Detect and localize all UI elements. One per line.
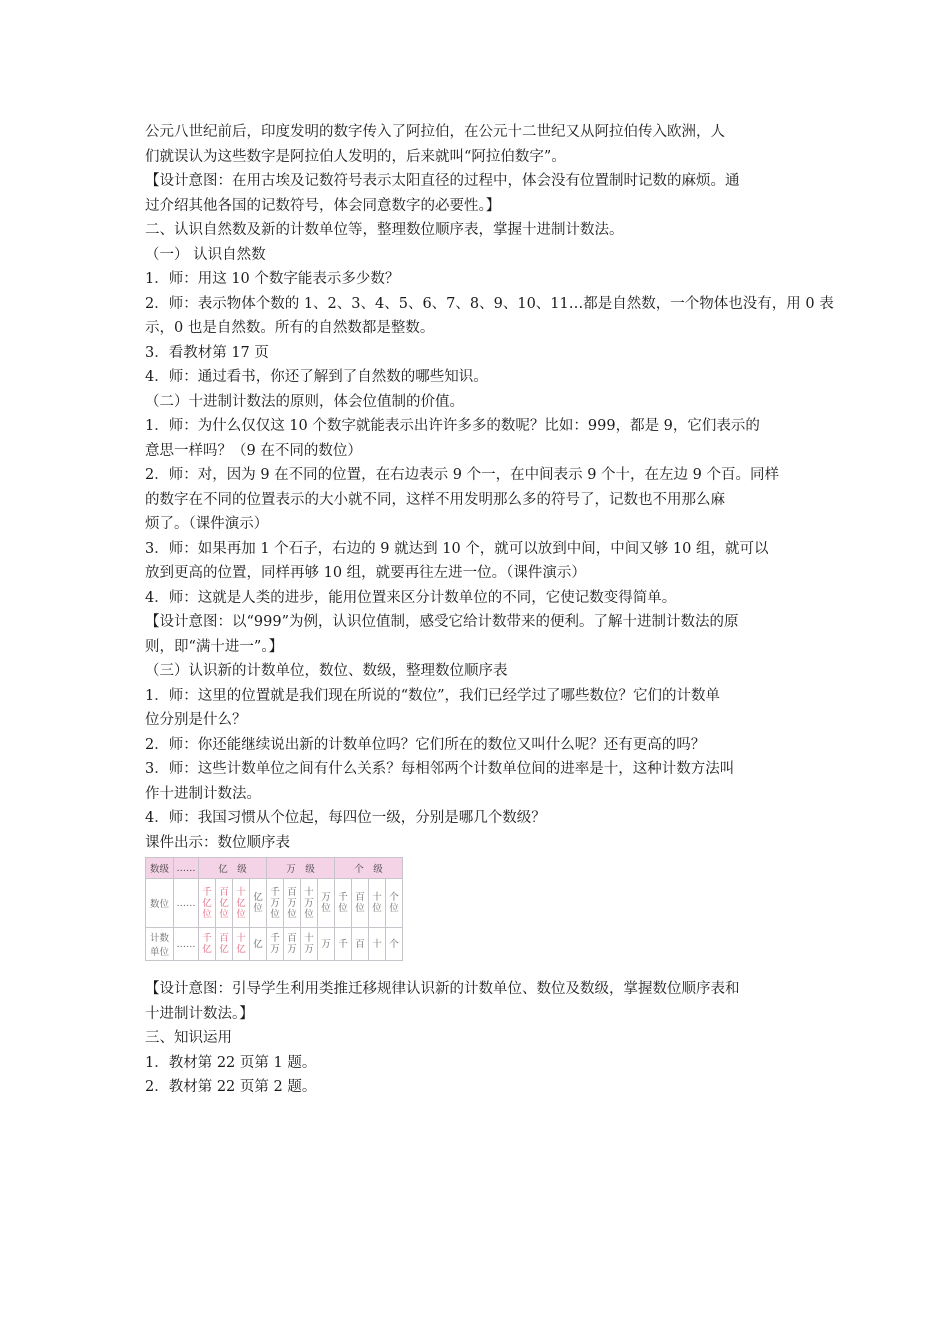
- unit-text: 百 万: [287, 933, 297, 955]
- text-line: 4．师：这就是人类的进步，能用位置来区分计数单位的不同，它使记数变得简单。: [145, 589, 677, 606]
- level-label: 数级: [146, 858, 174, 879]
- text-line: 3．师：如果再加 1 个石子，右边的 9 就达到 10 个，就可以放到中间，中间又够 10 组，就可以: [145, 540, 769, 557]
- place-text: 个 位: [389, 892, 399, 914]
- text-line: （一） 认识自然数: [145, 246, 266, 263]
- text-line: 【设计意图：在用古埃及记数符号表示太阳直径的过程中，体会没有位置制时记数的麻烦。通: [145, 173, 740, 189]
- place-cell: [233, 879, 250, 928]
- place-cell: [301, 879, 318, 928]
- text-line: 1．师：用这 10 个数字能表示多少数？: [145, 271, 400, 287]
- unit-text: 亿: [253, 938, 263, 950]
- unit-cell: [233, 928, 250, 961]
- text-line: 示，0 也是自然数。所有的自然数都是整数。: [145, 320, 435, 336]
- unit-label-line-1: 计数: [149, 933, 169, 944]
- level-wan: 万 级: [267, 858, 335, 879]
- text-line: 们就误认为这些数字是阿拉伯人发明的，后来就叫“阿拉伯数字”。: [145, 148, 566, 165]
- text-line: 2．师：你还能继续说出新的计数单位吗？它们所在的数位又叫什么呢？还有更高的吗？: [145, 736, 706, 753]
- text-line: 作十进制计数法。: [145, 785, 261, 802]
- unit-text: 十: [372, 938, 382, 950]
- place-text: 千 位: [338, 892, 348, 914]
- place-cell: [369, 879, 386, 928]
- unit-cell: [250, 928, 267, 961]
- unit-text: 千 万: [270, 933, 280, 955]
- text-line: 课件出示：数位顺序表: [145, 834, 290, 851]
- text-line: 4．师：通过看书，你还了解到了自然数的哪些知识。: [145, 369, 488, 385]
- text-line: 二、认识自然数及新的计数单位等，整理数位顺序表，掌握十进制计数法。: [145, 222, 624, 238]
- unit-cell: [267, 928, 284, 961]
- text-line: 1．教材第 22 页第 1 题。: [145, 1054, 317, 1071]
- place-text: 万 位: [321, 892, 331, 914]
- place-cell: [267, 879, 284, 928]
- text-line: 意思一样吗？（9 在不同的数位）: [145, 442, 362, 459]
- text-line: 位分别是什么？: [145, 712, 247, 728]
- place-cell: [335, 879, 352, 928]
- text-line: 【设计意图：以“999”为例，认识位值制，感受它给计数带来的便利。了解十进制计数法的原: [145, 614, 739, 630]
- body-text-bottom: [145, 977, 810, 1100]
- text-line: 放到更高的位置，同样再够 10 组，就要再往左进一位。（课件演示）: [145, 565, 586, 581]
- place-cell: [318, 879, 335, 928]
- body-text-top: [145, 120, 834, 855]
- place-text: 十 亿 位: [236, 886, 246, 920]
- unit-dots: ……: [174, 928, 199, 961]
- unit-text: 十 万: [304, 933, 314, 955]
- text-line: 【设计意图：引导学生利用类推迁移规律认识新的计数单位、数位及数级，掌握数位顺序表和: [145, 981, 740, 997]
- place-cell: [284, 879, 301, 928]
- unit-label: [146, 928, 174, 961]
- table-row-places: [146, 879, 403, 928]
- unit-cell: [352, 928, 369, 961]
- unit-cell: [386, 928, 403, 961]
- text-line: 2．教材第 22 页第 2 题。: [145, 1079, 317, 1095]
- level-ge: 个 级: [335, 858, 403, 879]
- text-line: 2．师：对，因为 9 在不同的位置，在右边表示 9 个一，在中间表示 9 个十，在左边 9 个百。同样: [145, 467, 779, 483]
- place-label: 数位: [146, 879, 174, 928]
- place-text: 十 万 位: [304, 886, 314, 920]
- place-cell: [386, 879, 403, 928]
- place-value-table: [145, 857, 403, 961]
- unit-text: 万: [321, 938, 331, 950]
- text-line: （二）十进制计数法的原则，体会位值制的价值。: [145, 393, 464, 410]
- place-dots: ……: [174, 879, 199, 928]
- text-line: 1．师：这里的位置就是我们现在所说的“数位”，我们已经学过了哪些数位？它们的计数单: [145, 687, 721, 704]
- text-line: 过介绍其他各国的记数符号，体会同意数字的必要性。】: [145, 197, 501, 214]
- unit-cell: [369, 928, 386, 961]
- place-cell: [216, 879, 233, 928]
- level-yi: 亿 级: [199, 858, 267, 879]
- table-row-units: [146, 928, 403, 961]
- text-line: 十进制计数法。】: [145, 1005, 254, 1022]
- unit-cell: [318, 928, 335, 961]
- text-line: 2．师：表示物体个数的 1、2、3、4、5、6、7、8、9、10、11…都是自然数，一个物体也没有，用 0 表: [145, 295, 834, 312]
- place-text: 百 位: [355, 892, 365, 914]
- text-line: 烦了。（课件演示）: [145, 516, 269, 532]
- place-text: 百 亿 位: [219, 886, 229, 920]
- unit-cell: [199, 928, 216, 961]
- unit-text: 个: [389, 938, 399, 950]
- level-dots: ……: [174, 858, 199, 879]
- place-cell: [352, 879, 369, 928]
- unit-label-line-2: 单位: [149, 947, 169, 958]
- place-text: 千 万 位: [270, 886, 280, 920]
- unit-cell: [284, 928, 301, 961]
- unit-cell: [335, 928, 352, 961]
- unit-text: 十 亿: [236, 933, 246, 955]
- text-line: 3．师：这些计数单位之间有什么关系？每相邻两个计数单位间的进率是十，这种计数方法叫: [145, 761, 735, 777]
- text-line: 4．师：我国习惯从个位起，每四位一级，分别是哪几个数级？: [145, 810, 546, 826]
- text-line: 的数字在不同的位置表示的大小就不同，这样不用发明那么多的符号了，记数也不用那么麻: [145, 491, 725, 508]
- unit-cell: [216, 928, 233, 961]
- unit-text: 百: [355, 938, 365, 950]
- unit-cell: [301, 928, 318, 961]
- place-cell: [250, 879, 267, 928]
- place-cell: [199, 879, 216, 928]
- text-line: 1．师：为什么仅仅这 10 个数字就能表示出许许多多的数呢？比如：999，都是 9，它们表示的: [145, 418, 760, 434]
- text-line: 三、知识运用: [145, 1030, 232, 1046]
- text-line: 3．看教材第 17 页: [145, 344, 269, 361]
- place-value-table-figure: [145, 857, 810, 961]
- document-page: [145, 120, 834, 1100]
- place-text: 千 亿 位: [202, 886, 212, 920]
- place-text: 百 万 位: [287, 886, 297, 920]
- place-text: 亿 位: [253, 892, 263, 914]
- text-line: （三）认识新的计数单位，数位、数级，整理数位顺序表: [145, 663, 508, 679]
- unit-text: 百 亿: [219, 933, 229, 955]
- unit-text: 千: [338, 938, 348, 950]
- unit-text: 千 亿: [202, 933, 212, 955]
- table-row-levels: [146, 858, 403, 879]
- text-line: 则，即“满十进一”。】: [145, 638, 284, 655]
- text-line: 公元八世纪前后，印度发明的数字传入了阿拉伯，在公元十二世纪又从阿拉伯传入欧洲，人: [145, 124, 725, 140]
- place-text: 十 位: [372, 892, 382, 914]
